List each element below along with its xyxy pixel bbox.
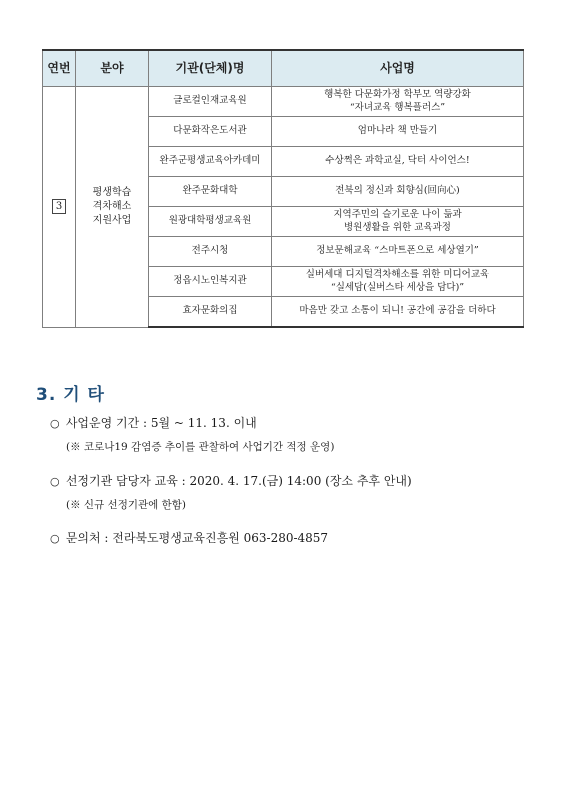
project-name bbox=[272, 297, 524, 328]
header-no: 연번 bbox=[43, 50, 76, 87]
org-name: 정읍시노인복지관 bbox=[149, 267, 272, 297]
project-line: 지역주민의 슬기로운 나이 듦과 bbox=[333, 208, 462, 220]
table-header-row bbox=[43, 50, 524, 87]
project-line: “자녀교육 행복플러스” bbox=[349, 101, 446, 113]
project-line: 정보문해교육 “스마트폰으로 세상열기” bbox=[316, 245, 479, 257]
field-line: 격차해소 bbox=[92, 200, 132, 212]
project-line: 병원생활을 위한 교육과정 bbox=[344, 221, 451, 233]
list-item bbox=[50, 472, 412, 489]
list-item bbox=[50, 529, 328, 546]
project-name bbox=[272, 117, 524, 147]
org-name: 원광대학평생교육원 bbox=[149, 207, 272, 237]
org-name: 다문화작은도서관 bbox=[149, 117, 272, 147]
item-text: 사업운영 기간 : 5월 ~ 11. 13. 이내 bbox=[65, 416, 257, 430]
project-name bbox=[272, 177, 524, 207]
project-line: 전북의 정신과 회향심(回向心) bbox=[335, 185, 460, 197]
org-name: 효자문화의집 bbox=[149, 297, 272, 328]
project-name bbox=[272, 147, 524, 177]
project-line: “실세담(실버스타 세상을 담다)” bbox=[330, 281, 465, 293]
row-number-cell bbox=[43, 87, 76, 328]
header-field: 분야 bbox=[76, 50, 149, 87]
org-name: 글로컬인재교육원 bbox=[149, 87, 272, 117]
project-line: 엄마나라 책 만들기 bbox=[357, 125, 438, 137]
project-line: 실버세대 디지털격차해소를 위한 미디어교육 bbox=[305, 268, 490, 280]
list-item bbox=[50, 414, 257, 431]
row-number: 3 bbox=[52, 199, 66, 214]
project-line: 행복한 다문화가정 학부모 역량강화 bbox=[324, 88, 471, 100]
header-org: 기관(단체)명 bbox=[149, 50, 272, 87]
circle-bullet-icon: ○ bbox=[50, 417, 60, 430]
circle-bullet-icon: ○ bbox=[50, 475, 60, 488]
project-name bbox=[272, 267, 524, 297]
item-text: 선정기관 담당자 교육 : 2020. 4. 17.(금) 14:00 (장소 추후 안내) bbox=[65, 474, 412, 488]
project-name bbox=[272, 207, 524, 237]
org-name: 완주문화대학 bbox=[149, 177, 272, 207]
field-cell bbox=[76, 87, 149, 328]
project-line: 수상쩍은 과학교실, 닥터 사이언스! bbox=[325, 155, 470, 167]
section-title: 3. 기 타 bbox=[36, 385, 105, 405]
item-note: (※ 코로나19 감염증 추이를 관찰하여 사업기간 적정 운영) bbox=[66, 441, 335, 453]
item-note: (※ 신규 선정기관에 한함) bbox=[66, 499, 186, 511]
project-name bbox=[272, 237, 524, 267]
field-line: 지원사업 bbox=[92, 214, 132, 226]
org-name: 완주군평생교육아카데미 bbox=[149, 147, 272, 177]
field-line: 평생학습 bbox=[92, 186, 132, 198]
item-text: 문의처 : 전라북도평생교육진흥원 063-280-4857 bbox=[65, 531, 329, 545]
project-line: 마음만 갖고 소통이 되니! 공간에 공감을 더하다 bbox=[299, 305, 496, 317]
circle-bullet-icon: ○ bbox=[50, 532, 60, 545]
project-name bbox=[272, 87, 524, 117]
program-table bbox=[42, 49, 524, 328]
org-name: 전주시청 bbox=[149, 237, 272, 267]
header-project: 사업명 bbox=[272, 50, 524, 87]
table-row bbox=[43, 87, 524, 117]
